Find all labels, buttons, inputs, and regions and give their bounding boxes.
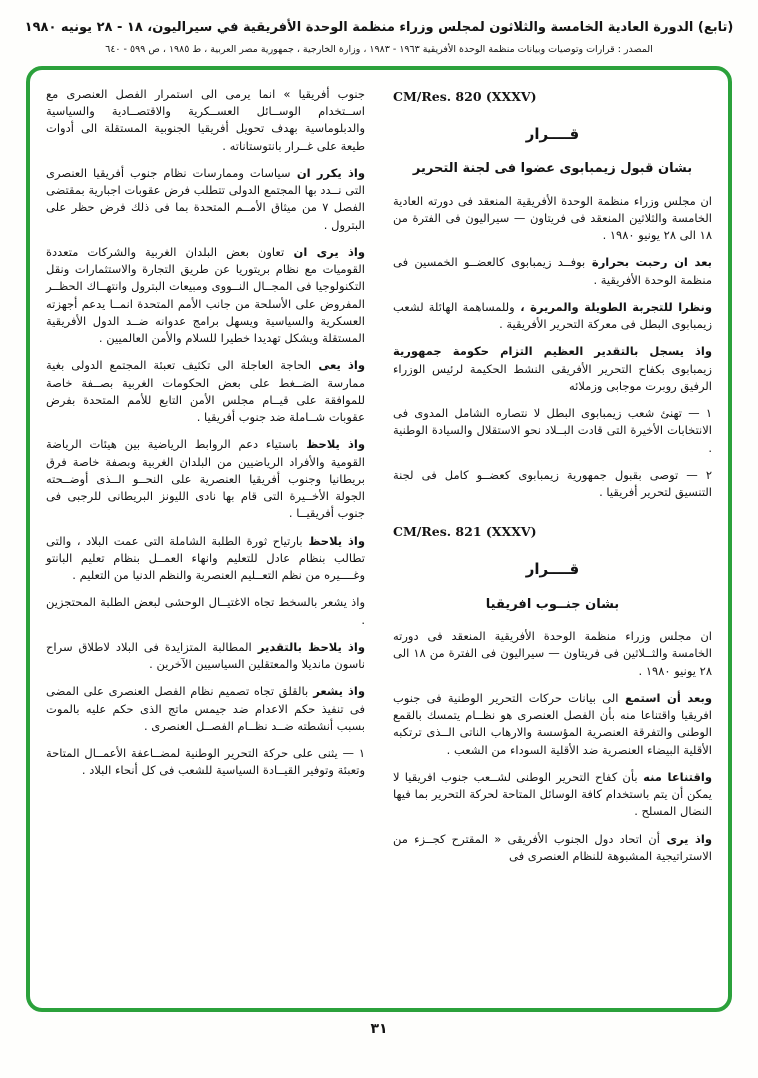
paragraph-text: بارتياح ثورة الطلبة الشاملة التى عمت البلاد ، والتى تطالب بنظام عادل للتعليم وانهاء العمــل بنظام تعليم البانتو وغــــيره من نظم التعــليم العنصرية والنظم الدنيا من التعليم . xyxy=(46,533,365,583)
paragraph xyxy=(393,405,712,457)
page-footer xyxy=(12,1012,746,1037)
content-border-box xyxy=(26,66,732,1012)
resolution-821-paragraphs xyxy=(393,628,712,865)
paragraph xyxy=(46,165,365,234)
paragraph-text: باستياء دعم الروابط الرياضية بين هيئات الرياضة القومية والأفراد الرياضيين من البلدان الغربية وبصفة خاصة فرق بريطانيا وجنوب أفريقيا العنصرية على النحــو الــذى أوضــحته الجولة الأخــيرة التى قام بها نادى الليونز البريطانى للرجبى فى جنوب أفريقيــا . xyxy=(46,437,365,521)
paragraph-lead: واذ يشعر xyxy=(308,684,365,699)
resolution-subtitle-820: بشان قبول زيمبابوى عضوا فى لجنة التحرير xyxy=(412,161,693,177)
resolution-title-821: قــــرار xyxy=(525,560,580,579)
paragraph xyxy=(393,299,712,334)
paragraph xyxy=(393,193,712,245)
header-title: (تابع) الدورة العادية الخامسة والثلاثون لمجلس وزراء منظمة الوحدة الأفريقية في سيراليون، ١٨ - ٢٨ يونيه ١٩٨٠ xyxy=(24,20,734,35)
paragraph-lead: ونظرا للتجربة الطويلة والمريرة ، xyxy=(514,299,712,314)
paragraph-text: الى بيانات حركات التحرير الوطنية فى جنوب افريقيا واقتناعا منه بأن الفصل العنصرى هو نظــام يتمسك بالقمع الوطنى والتفرقة العنصرية المؤسسة والارهاب الناتى الــذى ترتكبه الأقلية البيضاء العنصرية ضد الأقلية السوداء من الشعب . xyxy=(393,690,712,757)
paragraph-lead: واقتناعا منه xyxy=(637,769,712,784)
paragraph xyxy=(46,86,365,155)
paragraph-lead: بعد ان رحبت بحرارة xyxy=(585,255,712,270)
paragraph-lead: واذ يرى ان xyxy=(284,244,365,259)
paragraph-lead: واذ يلاحظ بالتقدير xyxy=(251,639,365,654)
paragraph-text: ٢ — توصى بقبول جمهورية زيمبابوى كعضــو كامل فى لجنة التنسيق لتحرير أفريقيا . xyxy=(393,467,712,500)
resolution-subtitle-821: بشان جنــوب افريقيا xyxy=(485,596,620,612)
paragraph xyxy=(46,594,365,629)
paragraph-lead: وبعد أن استمع xyxy=(618,690,712,705)
paragraph xyxy=(46,436,365,522)
paragraph-text: وللمساهمة الهائلة لشعب زيمبابوى البطل فى معركة التحرير الأفريقية . xyxy=(393,299,712,332)
paragraph-text: سياسات وممارسات نظام جنوب أفريقيا العنصرى التى نــدد بها المجتمع الدولى تتطلب فرض عقوبات اجبارية بمقتضى الفصل ٧ من ميثاق الأمــم المتحدة بما فى ذلك فرض حظر على البترول . xyxy=(46,165,365,232)
paragraph-lead: واذ يسجل بالتقدير العظيم التزام حكومة جمهورية xyxy=(393,344,712,359)
paragraph xyxy=(46,244,365,348)
paragraph-lead: واذ يرى xyxy=(659,831,712,846)
paragraph-text: جنوب أفريقيا » انما يرمى الى استمرار الفصل العنصرى مع اســتخدام الوســائل العســكرية والاقتصــادية والسياسية والدبلوماسية بهدف تحويل أفريقيا الجنوبية المستقلة الى أدوات طيعة على غــرار بانتوستاناته . xyxy=(46,86,365,153)
paragraph-text: زيمبابوى بكفاح التحرير الأفريقى النشط الحكيمة لرئيس الوزراء الرفيق روبرت موجابى وزملائه xyxy=(393,361,712,393)
paragraph-text: ان مجلس وزراء منظمة الوحدة الأفريقية المنعقد فى دورته العادية الخامسة والثلاثين المنعقد فى فريتاون — سيراليون فى الفترة من ١٨ الى ٢٨ يونيو ١٩٨٠ . xyxy=(393,193,712,243)
paragraph-lead: واذ يكرر ان xyxy=(290,165,365,180)
column-left xyxy=(46,86,365,1000)
resolution-code-821: CM/Res. 821 (XXXV) xyxy=(393,524,537,540)
column-right xyxy=(393,86,712,1000)
paragraph xyxy=(393,831,712,866)
two-column-layout xyxy=(46,86,712,1000)
paragraph xyxy=(46,745,365,780)
section-divider-gap xyxy=(393,511,712,521)
header-source-line: المصدر : قرارات وتوصيات وبيانات منظمة الوحدة الأفريقية ١٩٦٣ - ١٩٨٣ ، وزارة الخارجية ، جمهورية مصر العربية ، ط ١٩٨٥ ، ص ٥٩٩ - ٦٤٠ xyxy=(105,43,653,55)
paragraph-lead: واذ يعى xyxy=(311,358,365,373)
paragraph xyxy=(46,357,365,426)
paragraph-lead: واذ يلاحظ xyxy=(302,533,365,548)
paragraph xyxy=(46,683,365,735)
paragraph-text: بأن كفاح التحرير الوطنى لشــعب جنوب افريقيا لا يمكن أن يتم باستخدام كافة الوسائل المتاحة لحركة التحرير بما فيها النضال المسلح . xyxy=(393,769,712,819)
paragraph xyxy=(46,639,365,674)
paragraph-text: الحاجة العاجلة الى تكثيف تعبئة المجتمع الدولى بغية ممارسة الضــغط على بعض الحكومات الغربية بصــفة خاصة للموافقة على قيــام مجلس الأمن التابع للأمم المتحدة بفرض عقوبات شــاملة ضد جنوب أفريقيا . xyxy=(46,358,365,425)
paragraph xyxy=(393,254,712,289)
page-number: ٣١ xyxy=(370,1020,388,1037)
paragraph xyxy=(393,343,712,395)
paragraph-text: تعاون بعض البلدان الغربية والشركات متعددة القوميات مع نظام بريتوريا عن طريق التجارة والاستثمارات ونقل التكنولوجيا فى المجــال النــووى ومبيعات البترول وانتهــاك الحظــر المفروض على الأسلحة من جانب الأمم المتحدة انمــا يدعم أجهزته العسكرية والسياسية ويسهل برامج عدوانه ضــد الدول الأفريقية المستقلة ويشكل تهديدا خطيرا للسلام والأمن العالميين . xyxy=(46,244,365,346)
paragraph xyxy=(393,769,712,821)
paragraph-text: ١ — تهنئ شعب زيمبابوى البطل لا نتصاره الشامل المدوى فى الانتخابات الأخيرة التى قادت البــلاد نحو الاستقلال والسيادة الوطنية . xyxy=(393,406,712,455)
document-header xyxy=(12,12,746,60)
resolution-820-paragraphs xyxy=(393,193,712,502)
paragraph-text: واذ يشعر بالسخط تجاه الاغتيــال الوحشى لبعض الطلبة المحتجزين . xyxy=(46,595,365,627)
paragraph-text: ١ — يثنى على حركة التحرير الوطنية لمضــاعفة الأعمــال المتاحة وتعبئة وتوفير القيــادة السياسية للشعب فى كل أنحاء البلاد . xyxy=(46,746,365,778)
paragraph-text: أن اتحاد دول الجنوب الأفريقى « المقترح كجــزء من الاستراتيجية المشبوهة للنظام العنصرى فى xyxy=(393,831,712,863)
paragraph-text: بوفــد زيمبابوى كالعضــو الخمسين فى منظمة الوحدة الأفريقية . xyxy=(393,255,712,287)
paragraph xyxy=(393,690,712,759)
paragraph-text: المطالبة المتزايدة فى البلاد لاطلاق سراح ناسون مانديلا والمعتقلين السياسيين الآخرين . xyxy=(46,639,365,672)
paragraph xyxy=(393,628,712,680)
paragraph-text: بالقلق تجاه تصميم نظام الفصل العنصرى على المضى فى تنفيذ حكم الاعدام ضد جيمس ماتج الذى حكم عليه بالموت بسبب أنشطته ضــد نظــام الفصــل العنصرى . xyxy=(46,684,365,733)
paragraph xyxy=(46,533,365,585)
resolution-code-820: CM/Res. 820 (XXXV) xyxy=(393,88,537,104)
continuation-paragraphs xyxy=(46,86,365,780)
paragraph xyxy=(393,467,712,502)
resolution-title-820: قــــرار xyxy=(525,124,580,143)
paragraph-lead: واذ يلاحظ xyxy=(298,437,365,452)
paragraph-text: ان مجلس وزراء منظمة الوحدة الأفريقية المنعقد فى دورته الخامسة والثــلاثين فى فريتاون — سيراليون فى الفترة من ١٨ الى ٢٨ يونيو ١٩٨٠ . xyxy=(393,629,712,678)
